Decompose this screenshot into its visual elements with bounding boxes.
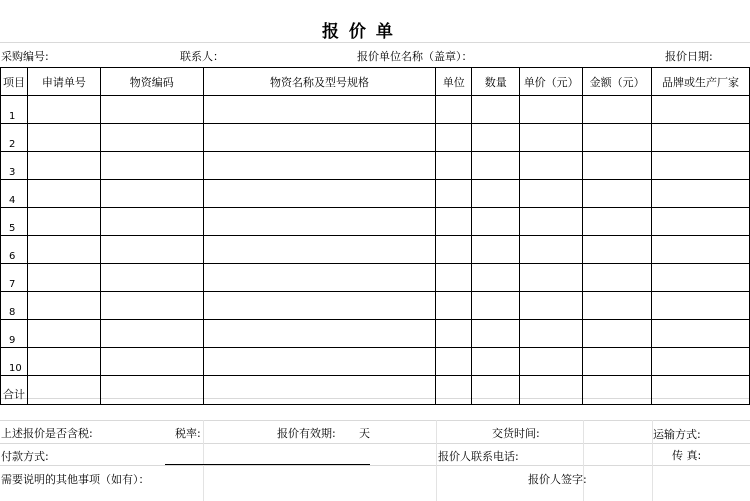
page-title: 报 价 单 bbox=[322, 22, 395, 42]
table-cell[interactable] bbox=[583, 320, 652, 348]
table-cell[interactable] bbox=[27, 320, 100, 348]
table-cell[interactable] bbox=[583, 180, 652, 208]
table-cell[interactable] bbox=[583, 208, 652, 236]
table-cell[interactable] bbox=[203, 376, 436, 405]
table-cell[interactable] bbox=[652, 152, 750, 180]
table-cell[interactable] bbox=[652, 208, 750, 236]
table-cell[interactable] bbox=[203, 96, 436, 124]
row-number: 6 bbox=[1, 236, 28, 264]
fax-label: 传 真: bbox=[672, 449, 702, 462]
table-cell[interactable] bbox=[100, 152, 203, 180]
purchase-no-label: 采购编号: bbox=[1, 50, 49, 63]
table-cell[interactable] bbox=[100, 348, 203, 376]
table-cell[interactable] bbox=[100, 376, 203, 405]
table-cell[interactable] bbox=[520, 152, 583, 180]
row-number: 3 bbox=[1, 152, 28, 180]
table-row bbox=[1, 292, 750, 320]
table-cell[interactable] bbox=[652, 96, 750, 124]
row-number: 9 bbox=[1, 320, 28, 348]
table-cell[interactable] bbox=[203, 264, 436, 292]
table-cell[interactable] bbox=[520, 208, 583, 236]
table-cell[interactable] bbox=[652, 376, 750, 405]
sheet-gridline bbox=[0, 42, 750, 43]
table-row bbox=[1, 320, 750, 348]
delivery-time-label: 交货时间: bbox=[492, 427, 540, 440]
payment-underline bbox=[165, 464, 370, 465]
table-cell[interactable] bbox=[472, 292, 520, 320]
table-cell[interactable] bbox=[100, 96, 203, 124]
table-cell[interactable] bbox=[472, 348, 520, 376]
table-cell[interactable] bbox=[100, 320, 203, 348]
table-cell[interactable] bbox=[652, 348, 750, 376]
table-cell[interactable] bbox=[436, 96, 472, 124]
table-cell[interactable] bbox=[520, 180, 583, 208]
table-cell[interactable] bbox=[520, 236, 583, 264]
table-cell[interactable] bbox=[203, 208, 436, 236]
total-label: 合计 bbox=[1, 376, 28, 405]
table-header-row bbox=[1, 68, 750, 96]
table-cell[interactable] bbox=[100, 124, 203, 152]
table-row bbox=[1, 180, 750, 208]
table-cell[interactable] bbox=[472, 320, 520, 348]
table-cell[interactable] bbox=[583, 264, 652, 292]
table-cell[interactable] bbox=[100, 236, 203, 264]
table-cell[interactable] bbox=[472, 124, 520, 152]
row-number: 10 bbox=[1, 348, 28, 376]
table-cell[interactable] bbox=[652, 320, 750, 348]
table-cell[interactable] bbox=[652, 236, 750, 264]
column-header: 物资编码 bbox=[100, 68, 203, 96]
table-cell[interactable] bbox=[472, 236, 520, 264]
other-notes-label: 需要说明的其他事项（如有）： bbox=[1, 473, 150, 486]
column-header: 金额（元） bbox=[583, 68, 652, 96]
column-header: 申请单号 bbox=[27, 68, 100, 96]
table-cell[interactable] bbox=[100, 180, 203, 208]
table-cell[interactable] bbox=[27, 152, 100, 180]
table-cell[interactable] bbox=[472, 152, 520, 180]
table-row bbox=[1, 208, 750, 236]
table-cell[interactable] bbox=[520, 96, 583, 124]
table-cell[interactable] bbox=[520, 376, 583, 405]
table-cell[interactable] bbox=[583, 376, 652, 405]
table-cell[interactable] bbox=[436, 292, 472, 320]
table-row bbox=[1, 264, 750, 292]
table-cell[interactable] bbox=[583, 124, 652, 152]
table-cell[interactable] bbox=[472, 208, 520, 236]
table-cell[interactable] bbox=[520, 320, 583, 348]
tax-rate-label: 税率: bbox=[175, 427, 201, 440]
table-row bbox=[1, 152, 750, 180]
payment-method-label: 付款方式: bbox=[1, 450, 49, 463]
table-cell[interactable] bbox=[27, 208, 100, 236]
contact-label: 联系人： bbox=[180, 50, 224, 63]
quoter-phone-label: 报价人联系电话: bbox=[438, 450, 519, 463]
sheet-gridline bbox=[583, 420, 584, 501]
table-cell[interactable] bbox=[436, 152, 472, 180]
table-cell[interactable] bbox=[583, 348, 652, 376]
quotation-table bbox=[0, 67, 750, 405]
sheet-gridline bbox=[0, 465, 750, 466]
table-cell[interactable] bbox=[436, 236, 472, 264]
table-cell[interactable] bbox=[472, 264, 520, 292]
validity-label: 报价有效期: bbox=[277, 427, 336, 440]
table-cell[interactable] bbox=[203, 292, 436, 320]
table-cell[interactable] bbox=[27, 124, 100, 152]
table-cell[interactable] bbox=[27, 292, 100, 320]
table-row bbox=[1, 96, 750, 124]
column-header: 数量 bbox=[472, 68, 520, 96]
quote-date-label: 报价日期: bbox=[665, 50, 713, 63]
column-header: 单价（元） bbox=[520, 68, 583, 96]
table-cell[interactable] bbox=[583, 236, 652, 264]
table-cell[interactable] bbox=[583, 292, 652, 320]
company-name-label: 报价单位名称（盖章）： bbox=[357, 50, 473, 63]
table-cell[interactable] bbox=[100, 264, 203, 292]
row-number: 5 bbox=[1, 208, 28, 236]
table-cell[interactable] bbox=[652, 124, 750, 152]
table-cell[interactable] bbox=[652, 292, 750, 320]
column-header: 物资名称及型号规格 bbox=[203, 68, 436, 96]
table-cell[interactable] bbox=[27, 180, 100, 208]
table-cell[interactable] bbox=[100, 292, 203, 320]
table-cell[interactable] bbox=[583, 152, 652, 180]
quoter-signature-label: 报价人签字: bbox=[528, 473, 587, 486]
table-cell[interactable] bbox=[27, 264, 100, 292]
table-cell[interactable] bbox=[203, 152, 436, 180]
table-cell[interactable] bbox=[472, 96, 520, 124]
sheet-gridline bbox=[203, 420, 204, 501]
table-cell[interactable] bbox=[203, 348, 436, 376]
table-row bbox=[1, 124, 750, 152]
row-number: 1 bbox=[1, 96, 28, 124]
table-cell[interactable] bbox=[520, 292, 583, 320]
table-cell[interactable] bbox=[436, 376, 472, 405]
table-cell[interactable] bbox=[436, 348, 472, 376]
row-number: 4 bbox=[1, 180, 28, 208]
validity-unit: 天 bbox=[359, 427, 370, 440]
table-cell[interactable] bbox=[27, 236, 100, 264]
table-cell[interactable] bbox=[436, 208, 472, 236]
table-cell[interactable] bbox=[27, 96, 100, 124]
table-cell[interactable] bbox=[436, 320, 472, 348]
row-number: 7 bbox=[1, 264, 28, 292]
table-cell[interactable] bbox=[583, 96, 652, 124]
shipping-method-label: 运输方式: bbox=[653, 428, 701, 441]
column-header: 品牌或生产厂家 bbox=[652, 68, 750, 96]
table-cell[interactable] bbox=[520, 124, 583, 152]
sheet-gridline bbox=[436, 420, 437, 501]
table-cell[interactable] bbox=[27, 376, 100, 405]
table-cell[interactable] bbox=[520, 264, 583, 292]
table-cell[interactable] bbox=[520, 348, 583, 376]
table-cell[interactable] bbox=[472, 180, 520, 208]
total-row bbox=[1, 376, 750, 405]
table-cell[interactable] bbox=[652, 264, 750, 292]
sheet-gridline bbox=[0, 420, 750, 421]
column-header: 单位 bbox=[436, 68, 472, 96]
table-cell[interactable] bbox=[27, 348, 100, 376]
table-cell[interactable] bbox=[203, 124, 436, 152]
table-cell[interactable] bbox=[472, 376, 520, 405]
table-cell[interactable] bbox=[203, 320, 436, 348]
row-number: 8 bbox=[1, 292, 28, 320]
table-cell[interactable] bbox=[436, 180, 472, 208]
table-cell[interactable] bbox=[652, 180, 750, 208]
row-number: 2 bbox=[1, 124, 28, 152]
sheet-gridline bbox=[0, 443, 750, 444]
table-cell[interactable] bbox=[100, 208, 203, 236]
table-cell[interactable] bbox=[203, 236, 436, 264]
column-header: 项目 bbox=[1, 68, 28, 96]
table-row bbox=[1, 348, 750, 376]
table-row bbox=[1, 236, 750, 264]
table-cell[interactable] bbox=[203, 180, 436, 208]
table-cell[interactable] bbox=[436, 264, 472, 292]
table-cell[interactable] bbox=[436, 124, 472, 152]
tax-included-label: 上述报价是否含税: bbox=[1, 427, 93, 440]
